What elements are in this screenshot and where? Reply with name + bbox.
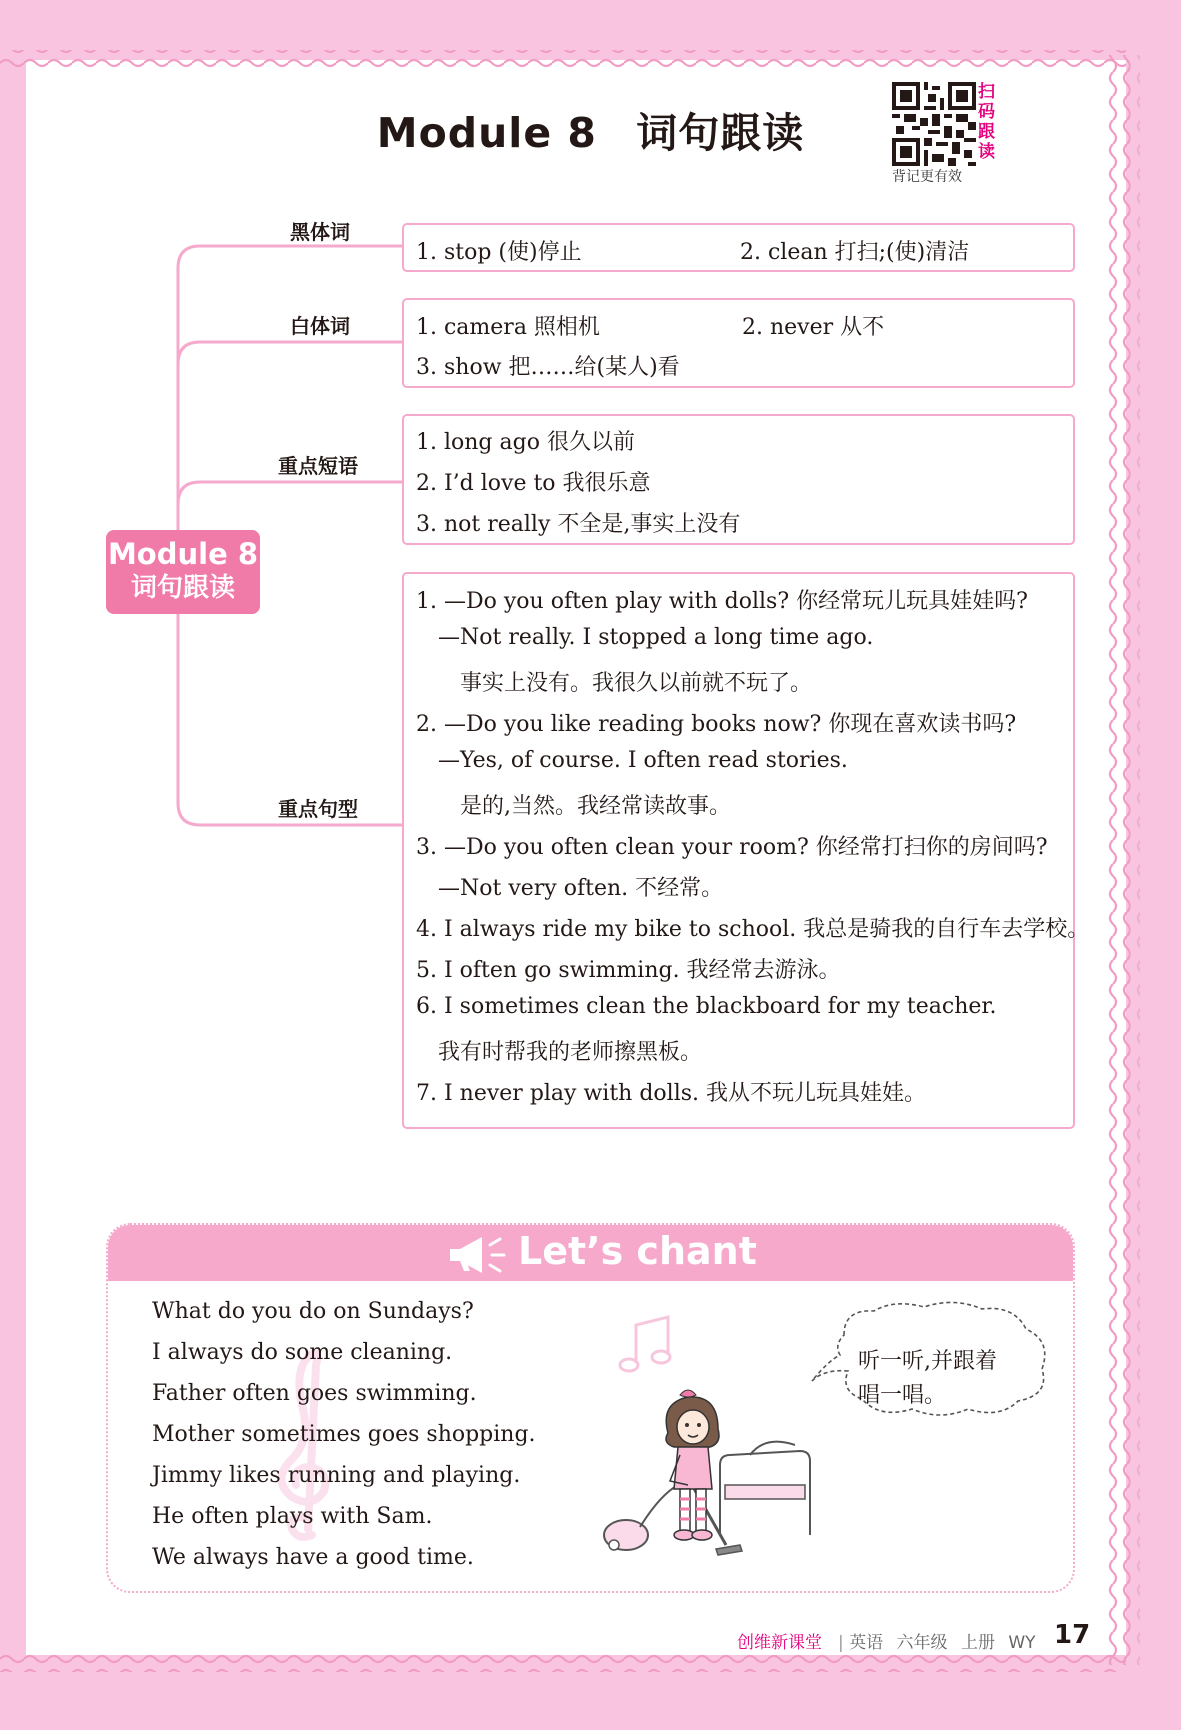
chant-line: Jimmy likes running and playing. (152, 1463, 521, 1488)
category-key-phrases: 重点短语 (278, 454, 358, 478)
white-word-item: 3. show 把……给(某人)看 (416, 355, 680, 380)
key-phrases-box (402, 414, 1075, 545)
chant-line: We always have a good time. (152, 1545, 474, 1570)
mindmap-hub (106, 530, 260, 614)
page-number: 17 (1054, 1620, 1091, 1650)
sentence-line: —Not very often. 不经常。 (438, 876, 724, 901)
chant-line: I always do some cleaning. (152, 1340, 453, 1365)
footer-info: | 英语 六年级 上册 WY (838, 1633, 1036, 1653)
footer-brand: 创维新课堂 (737, 1633, 822, 1653)
sentence-line: 是的,当然。我经常读故事。 (460, 794, 731, 819)
music-note-icon (616, 1313, 676, 1377)
bubble-text-line: 听一听,并跟着 (858, 1349, 997, 1374)
hub-module: Module 8 (107, 537, 259, 571)
bubble-text-line: 唱一唱。 (858, 1383, 947, 1408)
category-key-sentences: 重点句型 (278, 797, 358, 821)
footer-edition: WY (1008, 1633, 1036, 1653)
sentence-line: 事实上没有。我很久以前就不玩了。 (460, 671, 813, 696)
category-bold-words: 黑体词 (290, 220, 350, 244)
key-sentences-box (402, 572, 1090, 1129)
megaphone-icon (446, 1233, 508, 1277)
bold-word-item: 1. stop (使)停止 (416, 240, 582, 265)
qr-caption: 背记更有效 (892, 169, 962, 185)
sentence-line: 2. —Do you like reading books now? 你现在喜欢读书吗? (416, 712, 1017, 737)
key-phrase-item: 2. I’d love to 我很乐意 (416, 471, 651, 496)
category-white-words: 白体词 (290, 314, 350, 338)
chant-line: He often plays with Sam. (152, 1504, 433, 1529)
bold-word-item: 2. clean 打扫;(使)清洁 (740, 240, 970, 265)
title-module: Module 8 (376, 109, 597, 157)
chant-title: Let’s chant (518, 1229, 757, 1273)
qr-side-char: 扫 (978, 82, 995, 102)
sentence-line: 1. —Do you often play with dolls? 你经常玩儿玩具娃娃吗? (416, 589, 1028, 614)
footer-grade: 六年级 (896, 1633, 948, 1653)
sentence-line: 7. I never play with dolls. 我从不玩儿玩具娃娃。 (416, 1081, 927, 1106)
sentence-line: 3. —Do you often clean your room? 你经常打扫你的房间吗? (416, 835, 1048, 860)
qr-side-char: 读 (978, 142, 995, 162)
chant-header (108, 1225, 1073, 1281)
white-words-box (402, 298, 1075, 388)
hub-topic: 词句跟读 (130, 573, 235, 603)
white-word-item: 2. never 从不 (742, 315, 885, 340)
chant-line: What do you do on Sundays? (152, 1299, 474, 1324)
title-topic: 词句跟读 (636, 109, 805, 157)
key-phrase-item: 1. long ago 很久以前 (416, 430, 635, 455)
chant-line: Father often goes swimming. (152, 1381, 477, 1406)
sentence-line: —Yes, of course. I often read stories. (438, 748, 848, 773)
bold-words-box (402, 223, 1075, 272)
chant-line: Mother sometimes goes shopping. (152, 1422, 536, 1447)
sentence-line: —Not really. I stopped a long time ago. (438, 625, 874, 650)
footer-subject: 英语 (849, 1633, 884, 1653)
girl-vacuum-illustration (600, 1385, 830, 1565)
sentence-line: 5. I often go swimming. 我经常去游泳。 (416, 958, 841, 983)
qr-side-char: 码 (978, 102, 995, 122)
footer-volume: 上册 (960, 1633, 995, 1653)
qr-side-char: 跟 (978, 122, 995, 142)
sentence-line: 4. I always ride my bike to school. 我总是骑我的自行车去学校。 (416, 917, 1090, 942)
key-phrase-item: 3. not really 不全是,事实上没有 (416, 512, 741, 537)
sentence-line: 6. I sometimes clean the blackboard for my teacher. (416, 994, 997, 1019)
white-word-item: 1. camera 照相机 (416, 315, 600, 340)
sentence-line: 我有时帮我的老师擦黑板。 (438, 1040, 703, 1065)
